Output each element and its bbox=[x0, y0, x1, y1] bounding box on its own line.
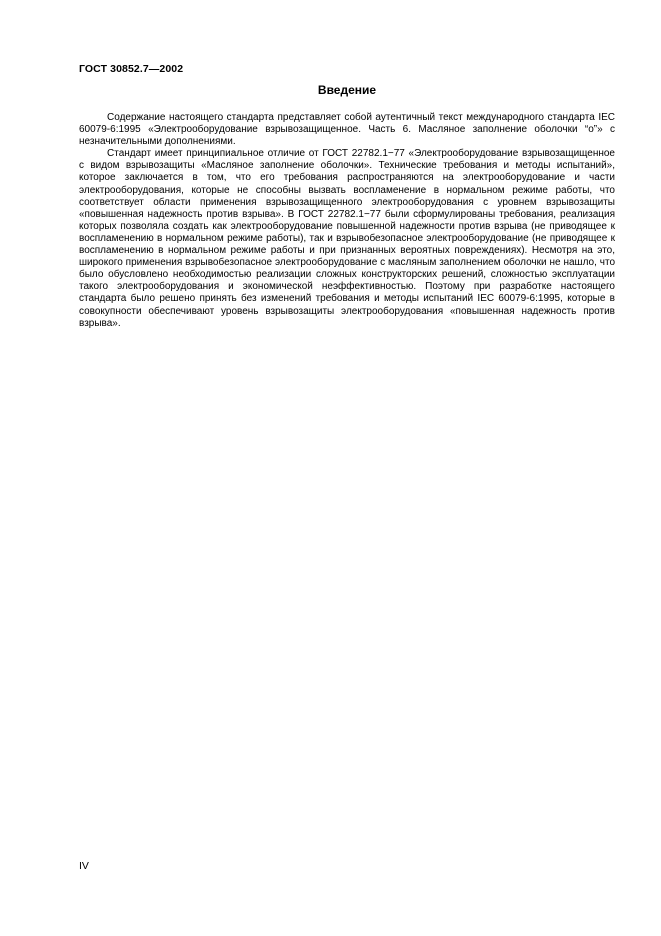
paragraph-2: Стандарт имеет принципиальное отличие от ГОСТ 22782.1−77 «Электрооборудование взрывозащищенное с видом взрывозащиты «Масляное заполнение оболочки». Технические требования и методы испытаний», которое заключается в том, что его требования распространяются на электрооборудование и части электрооборудования, которые не способны вызвать воспламенение в нормальном режиме работы, что соответствует области применения взрывозащищенного электрооборудования с уровнем взрывозащиты «повышенная надежность против взрыва». В ГОСТ 22782.1−77 были сформулированы требования, реализация которых позволяла создать как электрооборудование повышенной надежности против взрыва (не приводящее к воспламенению в нормальном режиме работы), так и взрывобезопасное электрооборудование (не приводящее к воспламенению в нормальном режиме работы и при признанных вероятных повреждениях). Несмотря на это, широкого применения взрывобезопасное электрооборудование с масляным заполнением оболочки не нашло, что было обусловлено необходимостью реализации сложных конструкторских решений, сложностью эксплуатации такого электрооборудования и экономической неэффективностью. Поэтому при разработке настоящего стандарта было решено принять без изменений требования и методы испытаний IEC 60079-6:1995, которые в совокупности обеспечивают уровень взрывозащиты электрооборудования «повышенная надежность против взрыва». bbox=[79, 148, 615, 329]
page-number: IV bbox=[79, 860, 89, 872]
body-text bbox=[79, 112, 615, 330]
standard-code-header: ГОСТ 30852.7—2002 bbox=[79, 63, 184, 75]
paragraph-1: Содержание настоящего стандарта представляет собой аутентичный текст международного стандарта IEC 60079-6:1995 «Электрооборудование взрывозащищенное. Часть 6. Масляное заполнение оболочки “о”» с незначительными дополнениями. bbox=[79, 112, 615, 148]
section-title: Введение bbox=[317, 83, 377, 97]
